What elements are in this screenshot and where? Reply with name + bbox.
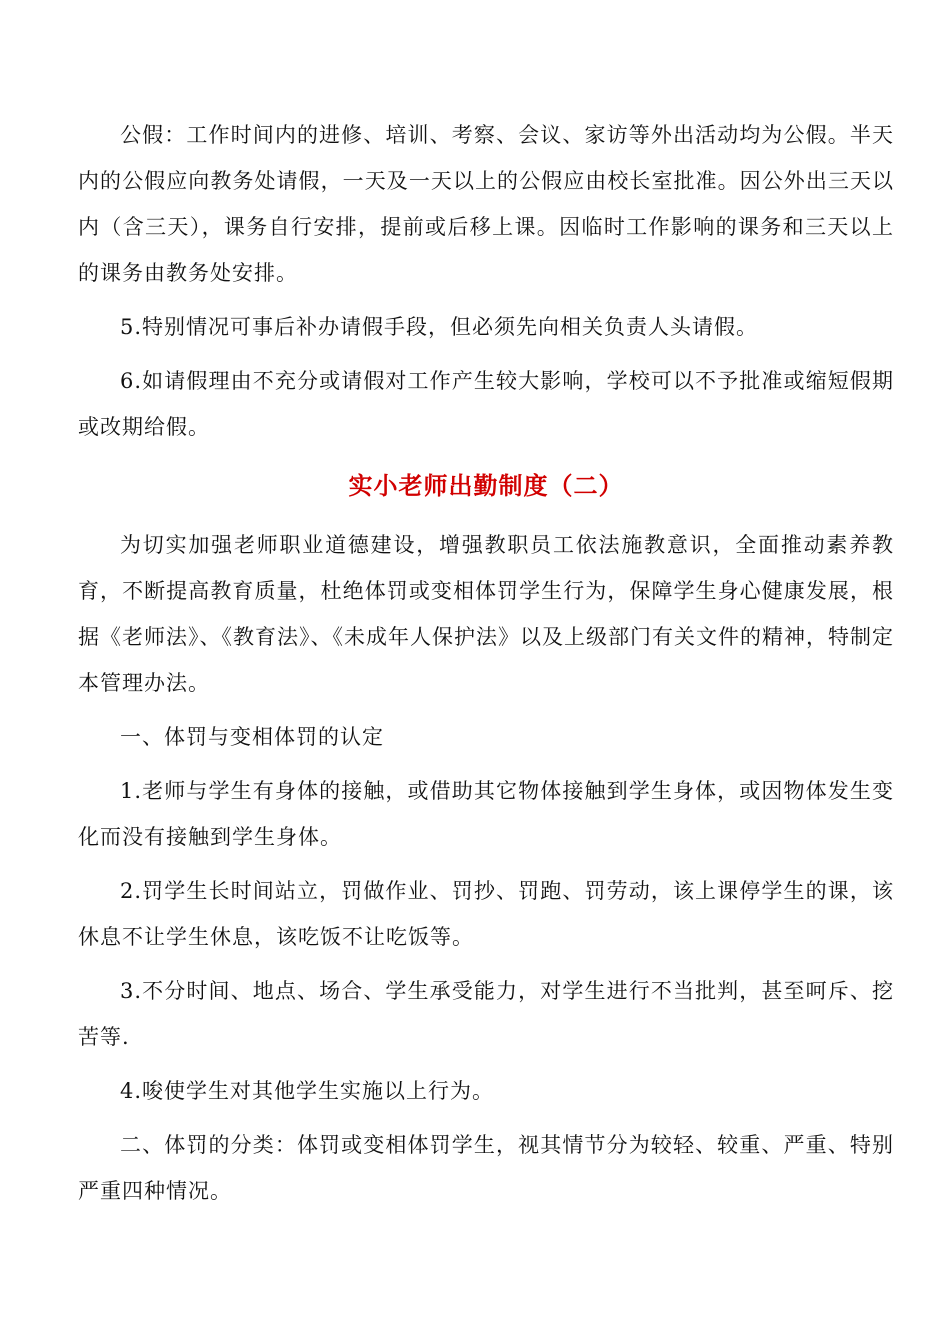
paragraph-intro: 为切实加强老师职业道德建设，增强教职员工依法施教意识，全面推动素养教育，不断提高教育质量，杜绝体罚或变相体罚学生行为，保障学生身心健康发展，根据《老师法》、《教育法》、《未成年人保护法》以及上级部门有关文件的精神，特制定本管理办法。 — [78, 533, 894, 695]
heading-section-one: 一、体罚与变相体罚的认定 — [120, 725, 384, 749]
section-title: 实小老师出勤制度（二） — [348, 471, 624, 500]
paragraph-rule-3: 3.不分时间、地点、场合、学生承受能力，对学生进行不当批判，甚至呵斥、挖苦等. — [78, 979, 894, 1049]
paragraph-rule-1: 1.老师与学生有身体的接触，或借助其它物体接触到学生身体，或因物体发生变化而没有接触到学生身体。 — [78, 779, 894, 849]
paragraph-item-5: 5.特别情况可事后补办请假手段，但必须先向相关负责人头请假。 — [120, 315, 759, 339]
paragraph-public-leave: 公假：工作时间内的进修、培训、考察、会议、家访等外出活动均为公假。半天内的公假应向教务处请假，一天及一天以上的公假应由校长室批准。因公外出三天以内（含三天），课务自行安排，提前或后移上课。因临时工作影响的课务和三天以上的课务由教务处安排。 — [78, 123, 894, 285]
paragraph-item-6: 6.如请假理由不充分或请假对工作产生较大影响，学校可以不予批准或缩短假期或改期给假。 — [78, 369, 894, 439]
paragraph-rule-2: 2.罚学生长时间站立，罚做作业、罚抄、罚跑、罚劳动，该上课停学生的课，该休息不让学生休息，该吃饭不让吃饭等。 — [78, 879, 894, 949]
heading-section-two: 二、体罚的分类：体罚或变相体罚学生，视其情节分为较轻、较重、严重、特别严重四种情况。 — [78, 1133, 894, 1203]
document-page — [78, 112, 894, 1214]
paragraph-rule-4: 4.唆使学生对其他学生实施以上行为。 — [120, 1079, 495, 1103]
